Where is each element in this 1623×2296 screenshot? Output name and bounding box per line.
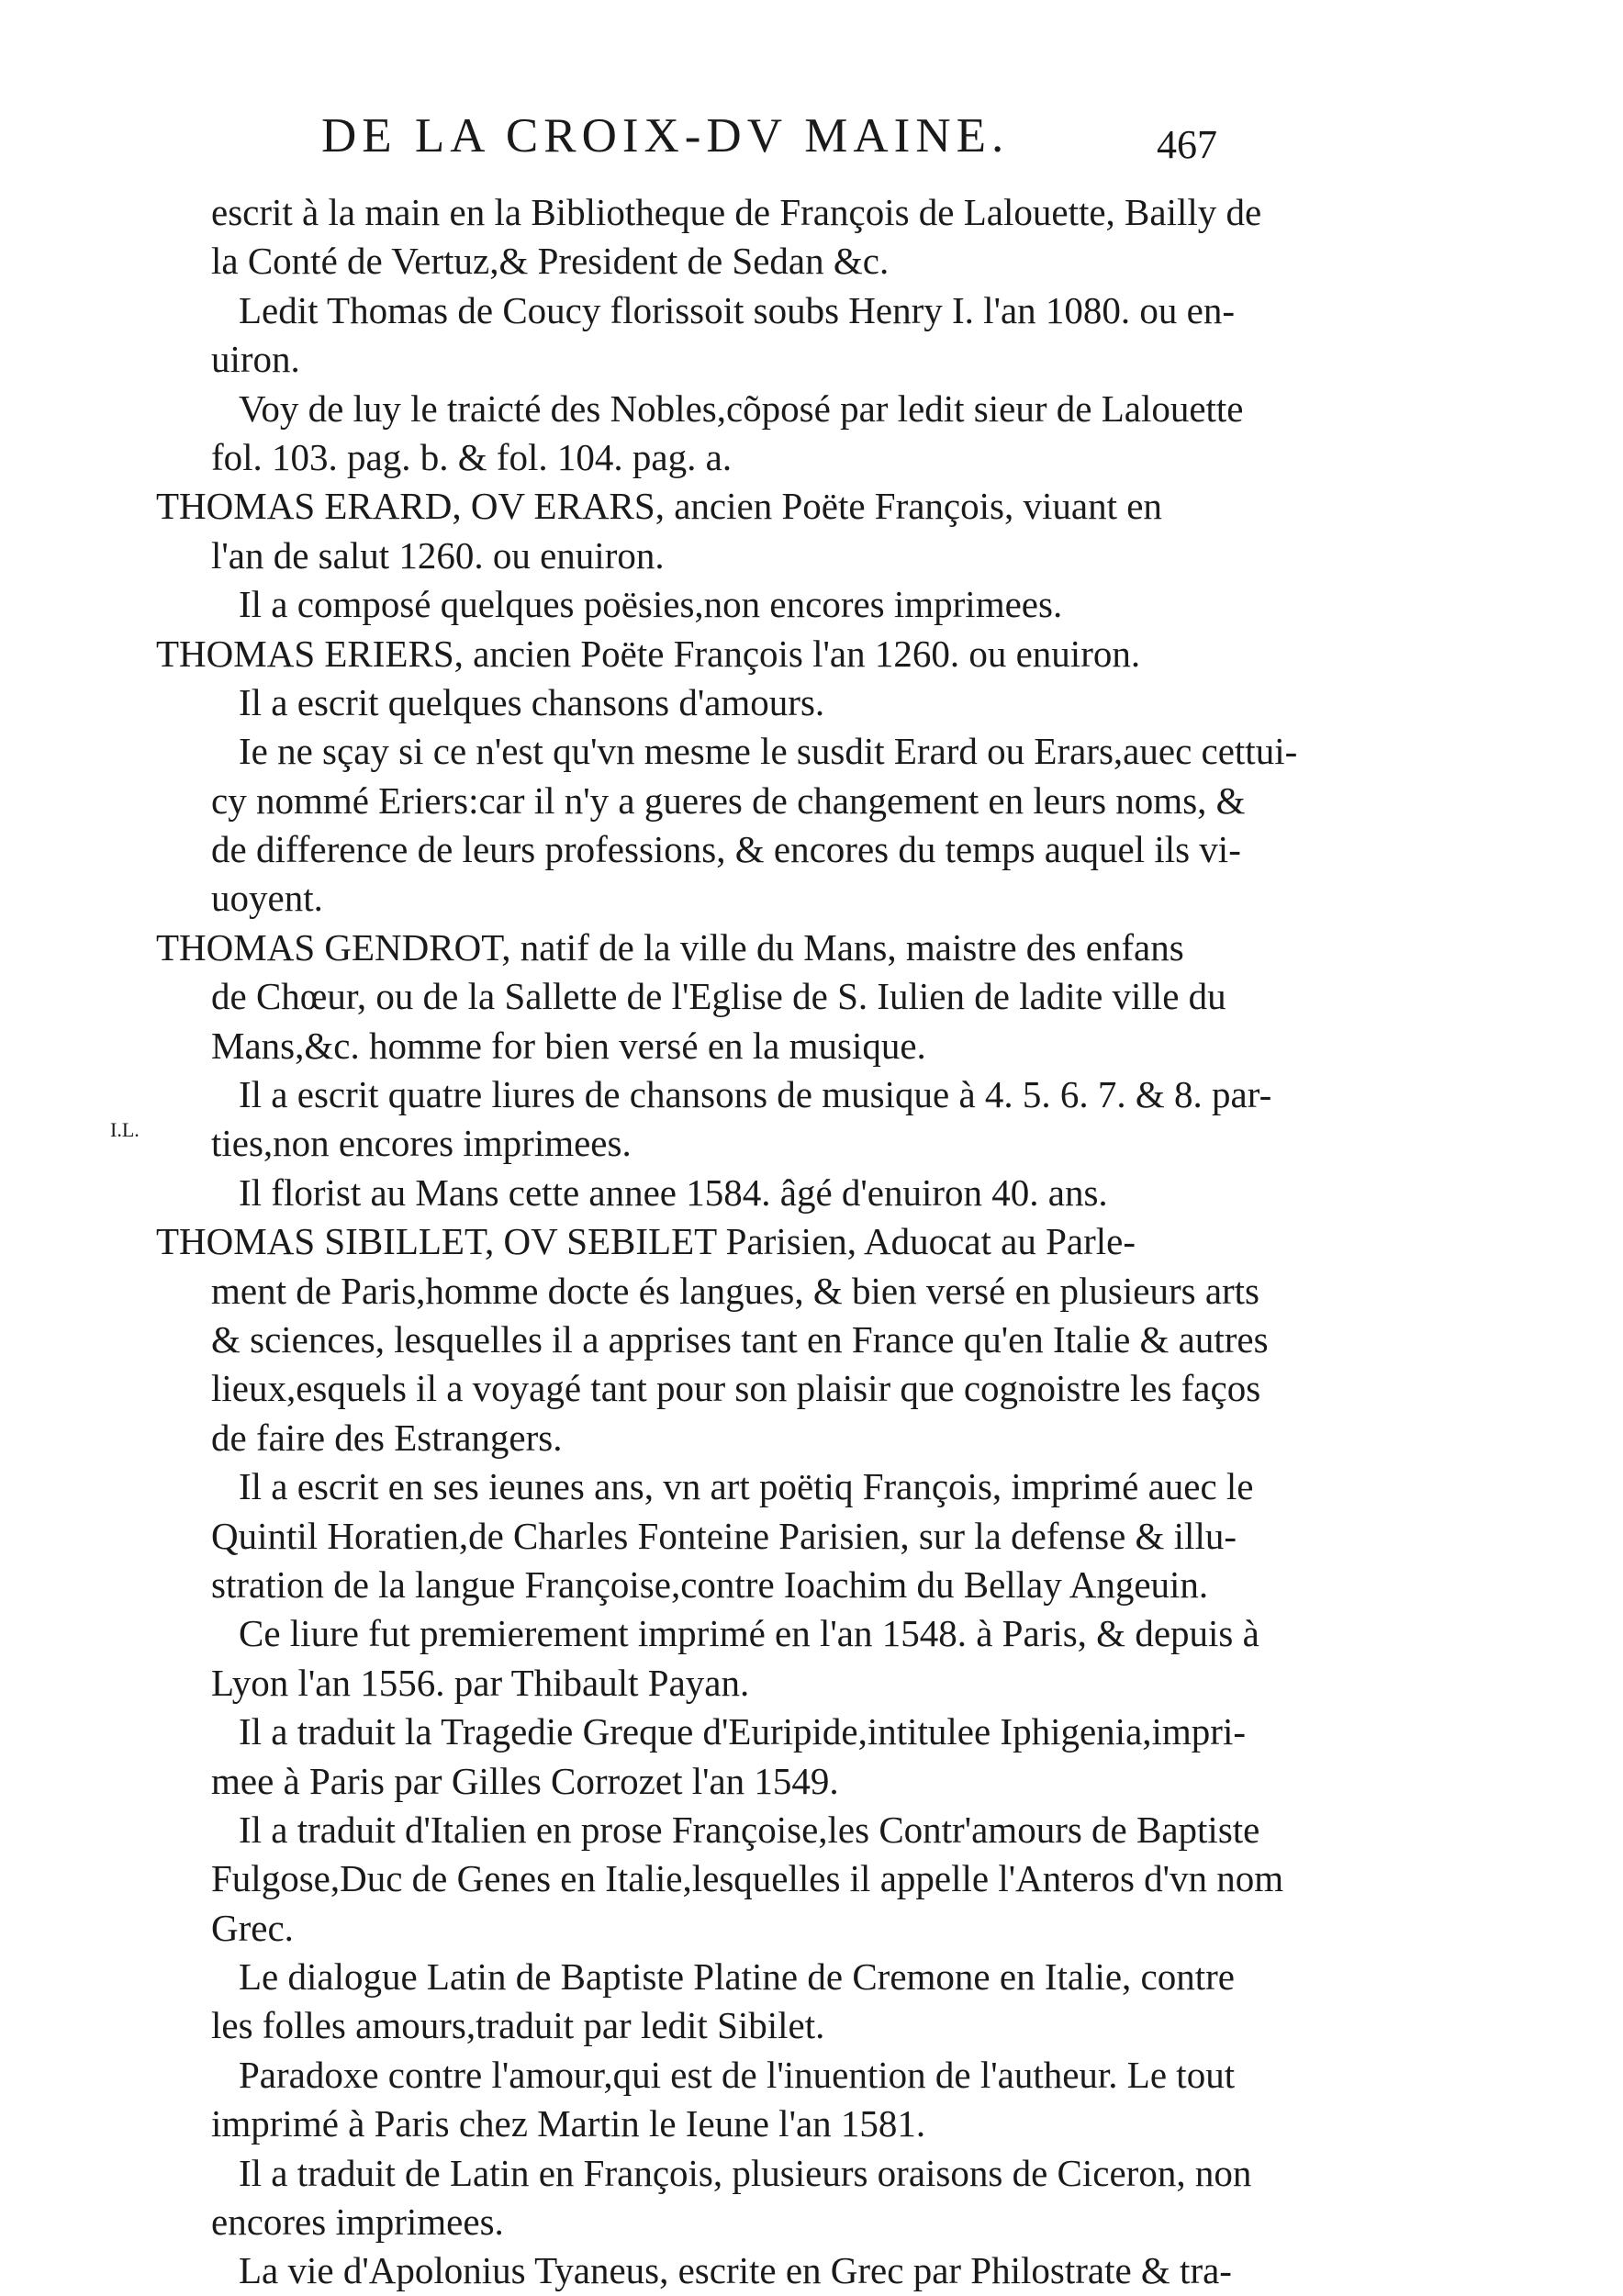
text-line: Il florist au Mans cette annee 1584. âgé d'enuiron 40. ans. <box>239 1170 1108 1214</box>
text-line: Ce liure fut premierement imprimé en l'an 1548. à Paris, & depuis à <box>239 1612 1259 1655</box>
text-line: Il a escrit en ses ieunes ans, vn art poëtiq François, imprimé auec le <box>239 1465 1254 1508</box>
text-line: l'an de salut 1260. ou enuiron. <box>211 533 665 577</box>
margin-mark: I.L. <box>110 1118 140 1141</box>
body-text <box>156 188 1298 2296</box>
text-line: la Conté de Vertuz,& President de Sedan &c. <box>211 240 890 283</box>
text-line: THOMAS GENDROT, natif de la ville du Mans, maistre des enfans <box>156 925 1184 969</box>
text-line: imprimé à Paris chez Martin le Ieune l'an 1581. <box>211 2102 926 2145</box>
text-line: encores imprimees. <box>211 2201 504 2244</box>
text-line: de difference de leurs professions, & encores du temps auquel ils vi- <box>211 828 1241 871</box>
text-line: La vie d'Apolonius Tyaneus, escrite en Grec par Philostrate & tra- <box>239 2249 1232 2292</box>
running-head: DE LA CROIX-DV MAINE. <box>321 109 1010 162</box>
text-line: Voy de luy le traicté des Nobles,cõposé par ledit sieur de Lalouette <box>239 386 1244 430</box>
text-line: les folles amours,traduit par ledit Sibilet. <box>211 2004 825 2047</box>
text-line: THOMAS SIBILLET, OV SEBILET Parisien, Aduocat au Parle- <box>156 1220 1136 1263</box>
text-line: uiron. <box>211 338 300 381</box>
text-line: Ledit Thomas de Coucy florissoit soubs Henry I. l'an 1080. ou en- <box>239 288 1235 331</box>
text-line: Il a traduit la Tragedie Greque d'Euripide,intitulee Iphigenia,impri- <box>239 1710 1246 1753</box>
text-line: THOMAS ERIERS, ancien Poëte François l'an 1260. ou enuiron. <box>156 632 1141 675</box>
text-line: Mans,&c. homme for bien versé en la musique. <box>211 1024 926 1067</box>
text-line: Il a escrit quatre liures de chansons de musique à 4. 5. 6. 7. & 8. par- <box>239 1073 1272 1116</box>
text-line: de Chœur, ou de la Sallette de l'Eglise de S. Iulien de ladite ville du <box>211 975 1226 1018</box>
text-line: stration de la langue Françoise,contre Ioachim du Bellay Angeuin. <box>211 1562 1209 1606</box>
text-line: mee à Paris par Gilles Corrozet l'an 1549. <box>211 1759 839 1802</box>
text-line: escrit à la main en la Bibliotheque de François de Lalouette, Bailly de <box>211 191 1262 233</box>
text-line: Lyon l'an 1556. par Thibault Payan. <box>211 1661 750 1704</box>
text-line: Il a traduit de Latin en François, plusieurs oraisons de Ciceron, non <box>239 2151 1252 2194</box>
text-line: Le dialogue Latin de Baptiste Platine de Cremone en Italie, contre <box>239 1955 1235 1999</box>
page-number: 467 <box>1157 122 1217 167</box>
text-line: Il a escrit quelques chansons d'amours. <box>239 680 825 723</box>
text-line: Ie ne sçay si ce n'est qu'vn mesme le susdit Erard ou Erars,auec cettui- <box>239 730 1298 773</box>
text-line: uoyent. <box>211 877 323 920</box>
text-line: & sciences, lesquelles il a apprises tant en France qu'en Italie & autres <box>211 1317 1269 1361</box>
text-line: Il a traduit d'Italien en prose Françoise,les Contr'amours de Baptiste <box>239 1808 1260 1851</box>
text-line: Fulgose,Duc de Genes en Italie,lesquelles il appelle l'Anteros d'vn nom <box>211 1857 1284 1900</box>
text-line: Paradoxe contre l'amour,qui est de l'inuention de l'autheur. Le tout <box>239 2053 1236 2096</box>
text-line: fol. 103. pag. b. & fol. 104. pag. a. <box>211 435 733 478</box>
text-line: Grec. <box>211 1906 294 1949</box>
text-line: lieux,esquels il a voyagé tant pour son plaisir que cognoistre les faços <box>211 1367 1261 1410</box>
text-line: ment de Paris,homme docte és langues, & bien versé en plusieurs arts <box>211 1269 1260 1312</box>
text-line: cy nommé Eriers:car il n'y a gueres de changement en leurs noms, & <box>211 778 1246 822</box>
text-line: Il a composé quelques poësies,non encores imprimees. <box>239 583 1063 626</box>
text-line: ties,non encores imprimees. <box>211 1122 632 1165</box>
text-line: THOMAS ERARD, OV ERARS, ancien Poëte François, viuant en <box>156 485 1162 528</box>
text-line: de faire des Estrangers. <box>211 1416 563 1459</box>
text-line: Quintil Horatien,de Charles Fonteine Parisien, sur la defense & illu- <box>211 1514 1237 1557</box>
